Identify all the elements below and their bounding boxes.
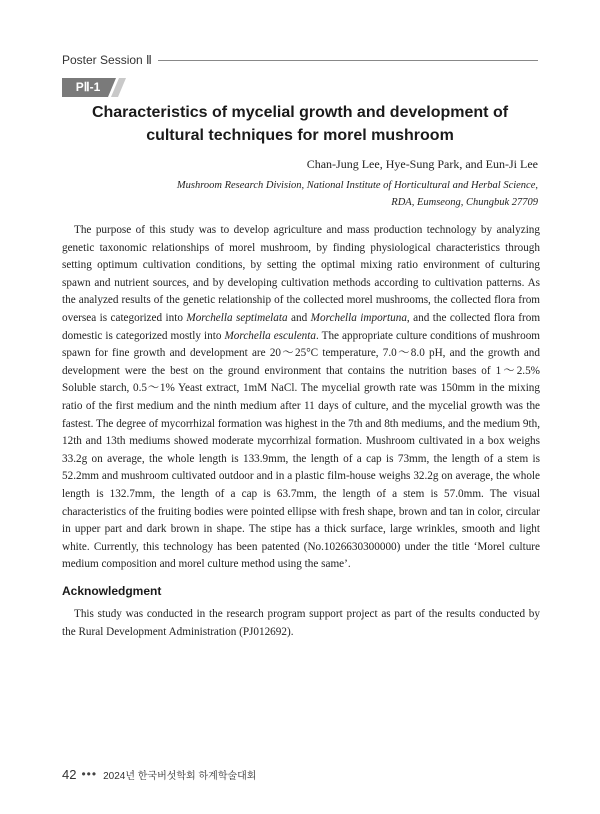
abstract-and: and: [287, 311, 311, 324]
abstract-text-3: . The appropriate culture conditions of mushroom spawn for fine growth and development are 20～25°C temperature, 7.0～8.0 pH, and the growth and development were the best on the ground environment that contains the nutrition bases of 1～2.5% Soluble starch, 0.5～1% Yeast extract, 1mM NaCl. The mycelial growth rate was 150mm in the mixing ratio of the first medium and the ninth medium after 11 days of culture, and the mycelial growth was the fastest. The degree of mycorrhizal formation was highest in the 7th and 8th mediums, and the medium 9th, 12th and 13th mediums showed moderate mycorrhizal formation. Mushroom cultivated in a box weighs 33.2g on average, the whole length is 133.9mm, the length of a cap is 73mm, the length of a stem is 52.2mm and mushroom cultivated outdoor and in a plastic film-house weighs 32.2g on average, the whole length is 132.7mm, the length of a cap is 63.7mm, the length of a stem is 57.0mm. The visual characteristics of the fruiting bodies were pointed ellipse with fresh shape, brown and tan in color, circular in upper part and dark brown in shape. The stipe has a thick surface, large wrinkles, smooth and light white. Currently, this technology has been patented (No.1026630300000) under the title ‘Morel culture medium composition and morel culture method using the same’.: [62, 329, 540, 571]
acknowledgment-heading: Acknowledgment: [62, 584, 162, 598]
abstract-body: [62, 222, 540, 574]
section-label: Poster Session Ⅱ: [62, 53, 152, 67]
author-list: Chan-Jung Lee, Hye-Sung Park, and Eun-Ji Lee: [306, 157, 538, 171]
page-number: 42: [62, 766, 77, 782]
affiliation: [62, 177, 538, 211]
page-footer: [62, 766, 256, 782]
acknowledgment-text: This study was conducted in the research program support project as part of the results conducted by the Rural Development Administration (PJ012692).: [62, 608, 540, 638]
species-importuna: Morchella importuna: [310, 311, 407, 324]
poster-badge: [62, 78, 126, 97]
abstract-text-1: The purpose of this study was to develop agriculture and mass production technology by analyzing genetic taxonomic relationships of morel mushroom, by finding physiological characteristics through setting optimum cultivation conditions, by setting the optimal mixing ratio environment of culturing spawn and nutrient sources, and by developing cultivation methods according to cultivation patterns. As the analyzed results of the genetic relationship of the collected morel mushrooms, the collected flora from oversea is categorized into: [62, 224, 540, 324]
badge-label: PⅡ-1: [75, 80, 101, 94]
section-header: [62, 51, 538, 69]
paper-title: Characteristics of mycelial growth and development of cultural techniques for morel mushroom: [91, 104, 509, 144]
header-rule: [158, 60, 538, 61]
species-esculenta: Morchella esculenta: [224, 329, 316, 342]
affiliation-line-2: RDA, Eumseong, Chungbuk 27709: [391, 197, 538, 208]
species-septimelata: Morchella septimelata: [186, 311, 288, 324]
footer-dots: •••: [81, 767, 98, 781]
conference-name: 2024년 한국버섯학회 하계학술대회: [103, 770, 257, 782]
affiliation-line-1: Mushroom Research Division, National Institute of Horticultural and Herbal Science,: [176, 180, 538, 191]
abstract-text-2: , and the collected flora from domestic is categorized mostly into: [62, 311, 541, 342]
